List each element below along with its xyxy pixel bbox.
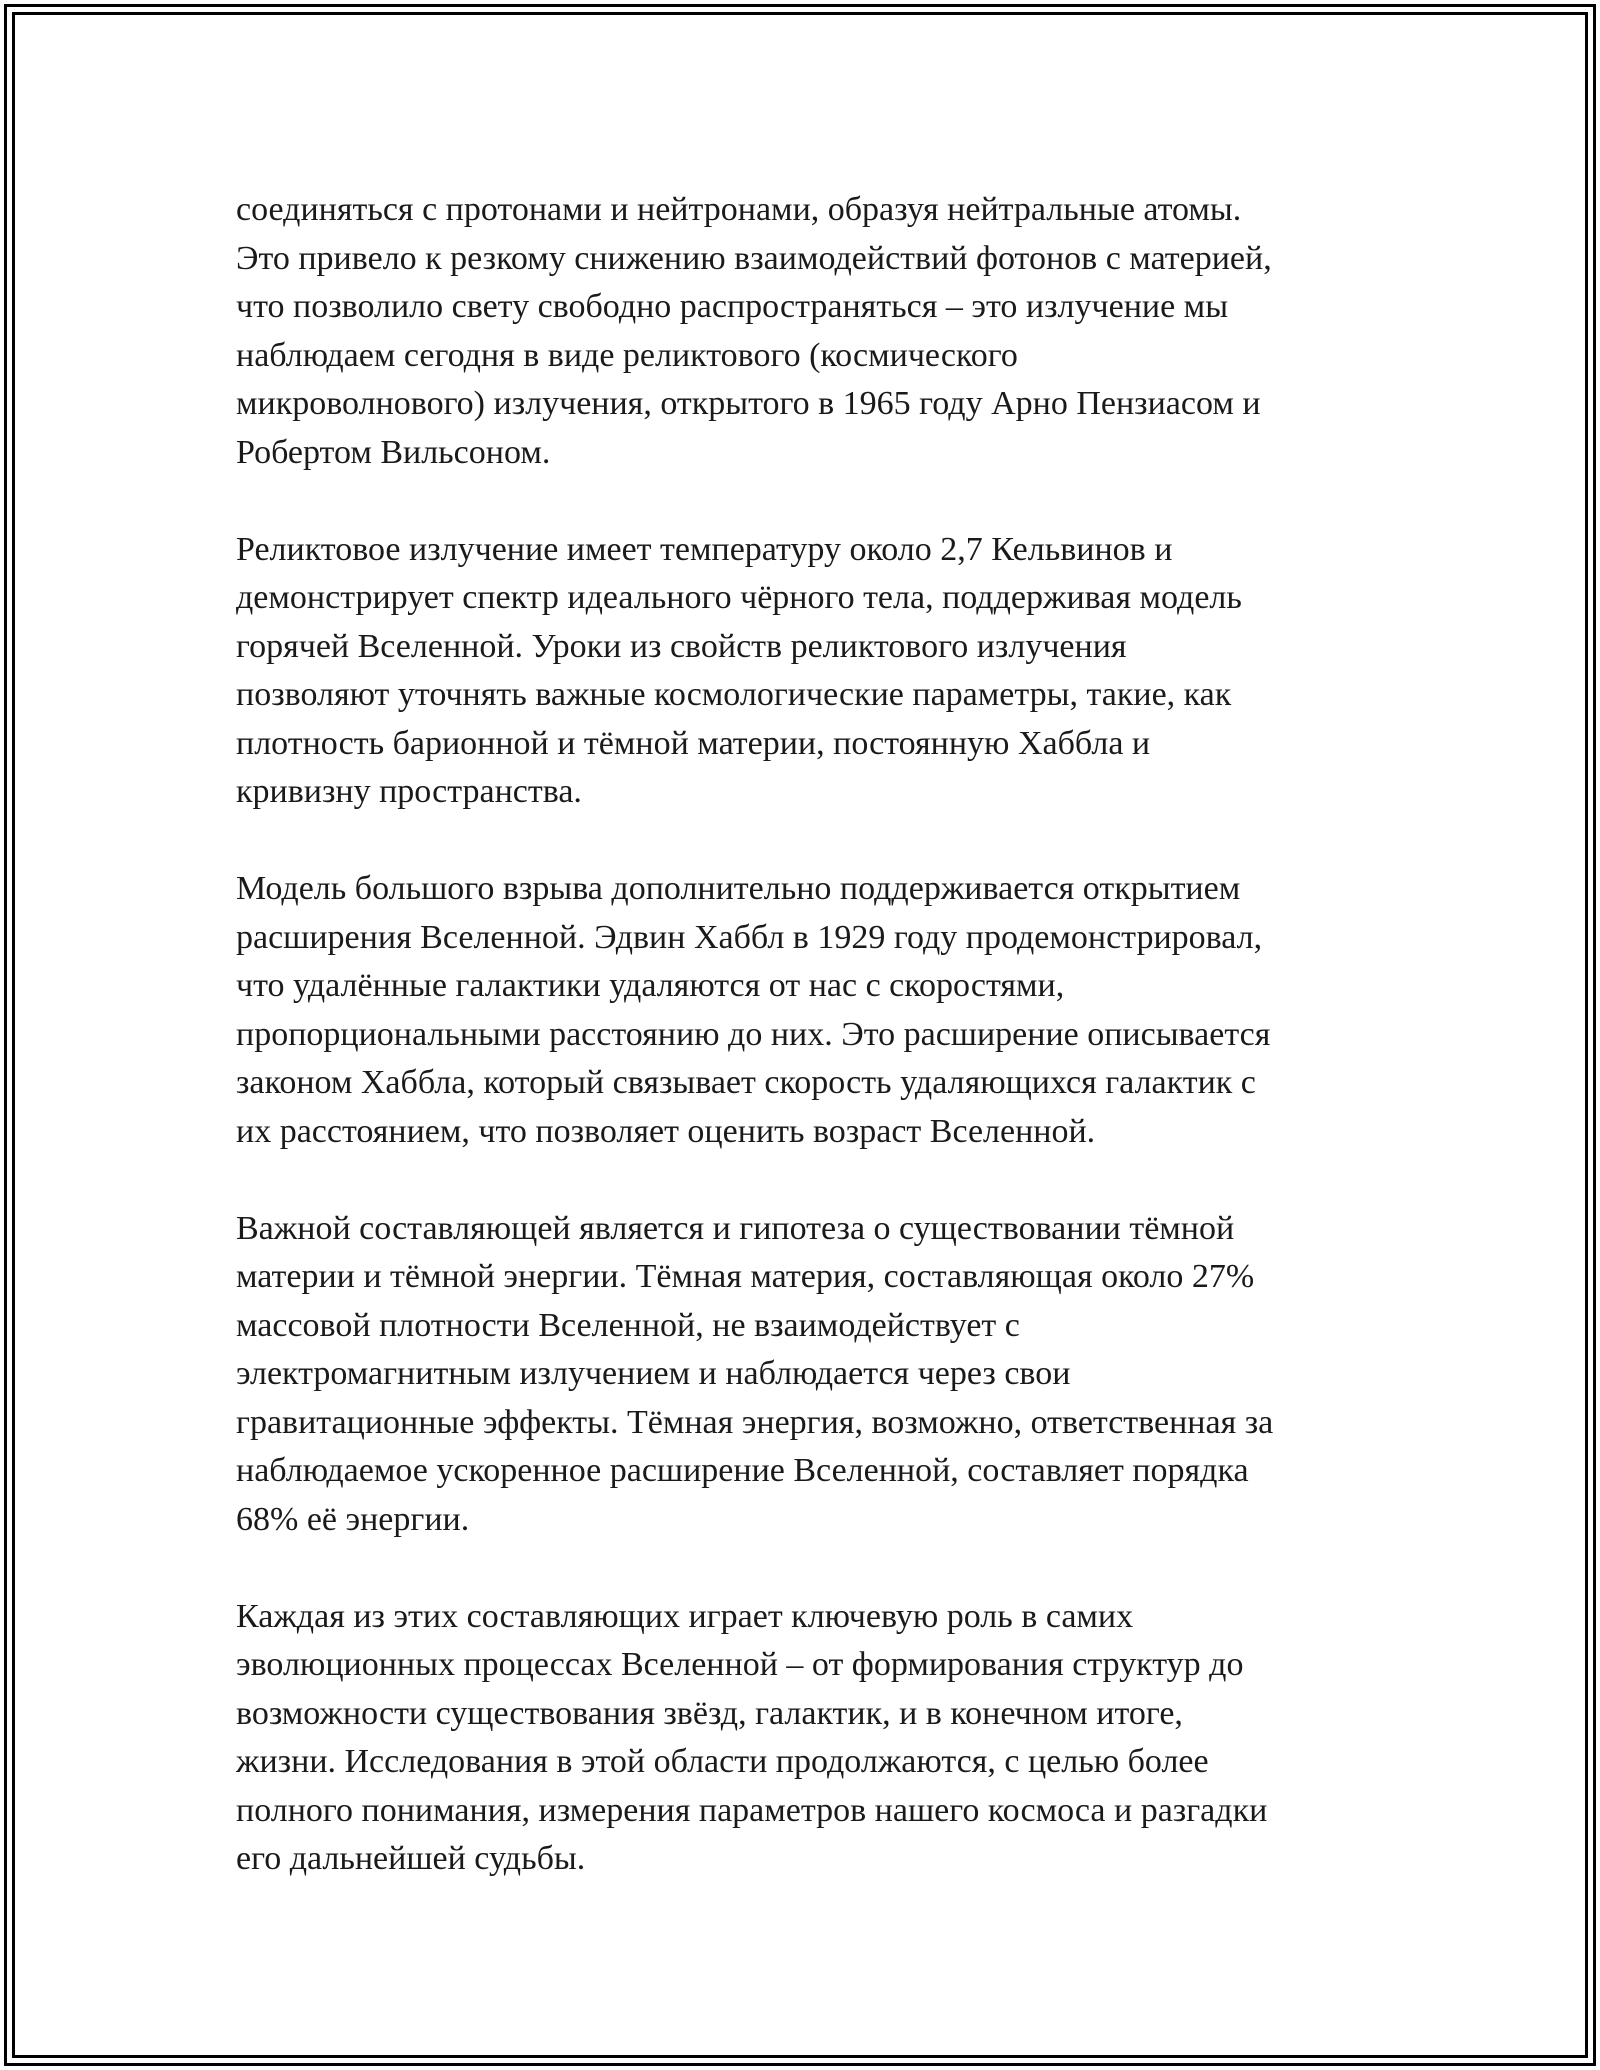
text-line: массовой плотности Вселенной, не взаимодействует с bbox=[236, 1306, 1020, 1344]
text-line: жизни. Исследования в этой области продолжаются, с целью более bbox=[236, 1743, 1209, 1780]
document-body bbox=[236, 186, 1406, 1932]
text-line: пропорциональными расстоянию до них. Это расширение описывается bbox=[236, 1015, 1271, 1053]
text-line: материи и тёмной энергии. Тёмная материя, составляющая около 27% bbox=[236, 1258, 1255, 1295]
text-line: Это привело к резкому снижению взаимодействий фотонов с материей, bbox=[236, 239, 1272, 277]
text-line: эволюционных процессах Вселенной – от формирования структур до bbox=[236, 1646, 1244, 1683]
text-line: электромагнитным излучением и наблюдается через свои bbox=[236, 1355, 1071, 1392]
text-line: Важной составляющей является и гипотеза о существовании тёмной bbox=[236, 1209, 1235, 1247]
text-line: горячей Вселенной. Уроки из свойств реликтового излучения bbox=[236, 627, 1127, 665]
paragraph-5 bbox=[236, 1593, 1406, 1884]
text-line: микроволнового) излучения, открытого в 1965 году Арно Пензиасом и bbox=[236, 385, 1261, 422]
text-line: что позволило свету свободно распространяться – это излучение мы bbox=[236, 288, 1229, 325]
text-line: его дальнейшей судьбы. bbox=[236, 1840, 586, 1877]
text-line: наблюдаемое ускоренное расширение Вселенной, составляет порядка bbox=[236, 1452, 1249, 1489]
text-line: законом Хаббла, который связывает скорость удаляющихся галактик с bbox=[236, 1064, 1256, 1101]
text-line: плотность барионной и тёмной материи, постоянную Хаббла и bbox=[236, 724, 1151, 762]
text-line: возможности существования звёзд, галактик, и в конечном итоге, bbox=[236, 1694, 1183, 1732]
paragraph-4 bbox=[236, 1205, 1406, 1545]
text-line: Реликтовое излучение имеет температуру около 2,7 Кельвинов и bbox=[236, 530, 1173, 568]
text-line: полного понимания, измерения параметров нашего космоса и разгадки bbox=[236, 1791, 1268, 1829]
text-line: 68% её энергии. bbox=[236, 1500, 470, 1538]
text-line: кривизну пространства. bbox=[236, 773, 582, 810]
paragraph-3 bbox=[236, 865, 1406, 1156]
text-line: Робертом Вильсоном. bbox=[236, 433, 551, 471]
text-line: Модель большого взрыва дополнительно поддерживается открытием bbox=[236, 870, 1241, 907]
text-line: Каждая из этих составляющих играет ключевую роль в самих bbox=[236, 1597, 1134, 1635]
text-line: соединяться с протонами и нейтронами, образуя нейтральные атомы. bbox=[236, 191, 1242, 228]
text-line: что удалённые галактики удаляются от нас с скоростями, bbox=[236, 967, 1065, 1004]
paragraph-2 bbox=[236, 526, 1406, 817]
text-line: гравитационные эффекты. Тёмная энергия, возможно, ответственная за bbox=[236, 1403, 1274, 1441]
text-line: их расстоянием, что позволяет оценить возраст Вселенной. bbox=[236, 1112, 1096, 1150]
paragraph-1 bbox=[236, 186, 1406, 477]
text-line: демонстрирует спектр идеального чёрного тела, поддерживая модель bbox=[236, 579, 1242, 616]
text-line: наблюдаем сегодня в виде реликтового (космического bbox=[236, 336, 1018, 374]
text-line: расширения Вселенной. Эдвин Хаббл в 1929 году продемонстрировал, bbox=[236, 918, 1263, 956]
text-line: позволяют уточнять важные космологические параметры, такие, как bbox=[236, 676, 1232, 713]
